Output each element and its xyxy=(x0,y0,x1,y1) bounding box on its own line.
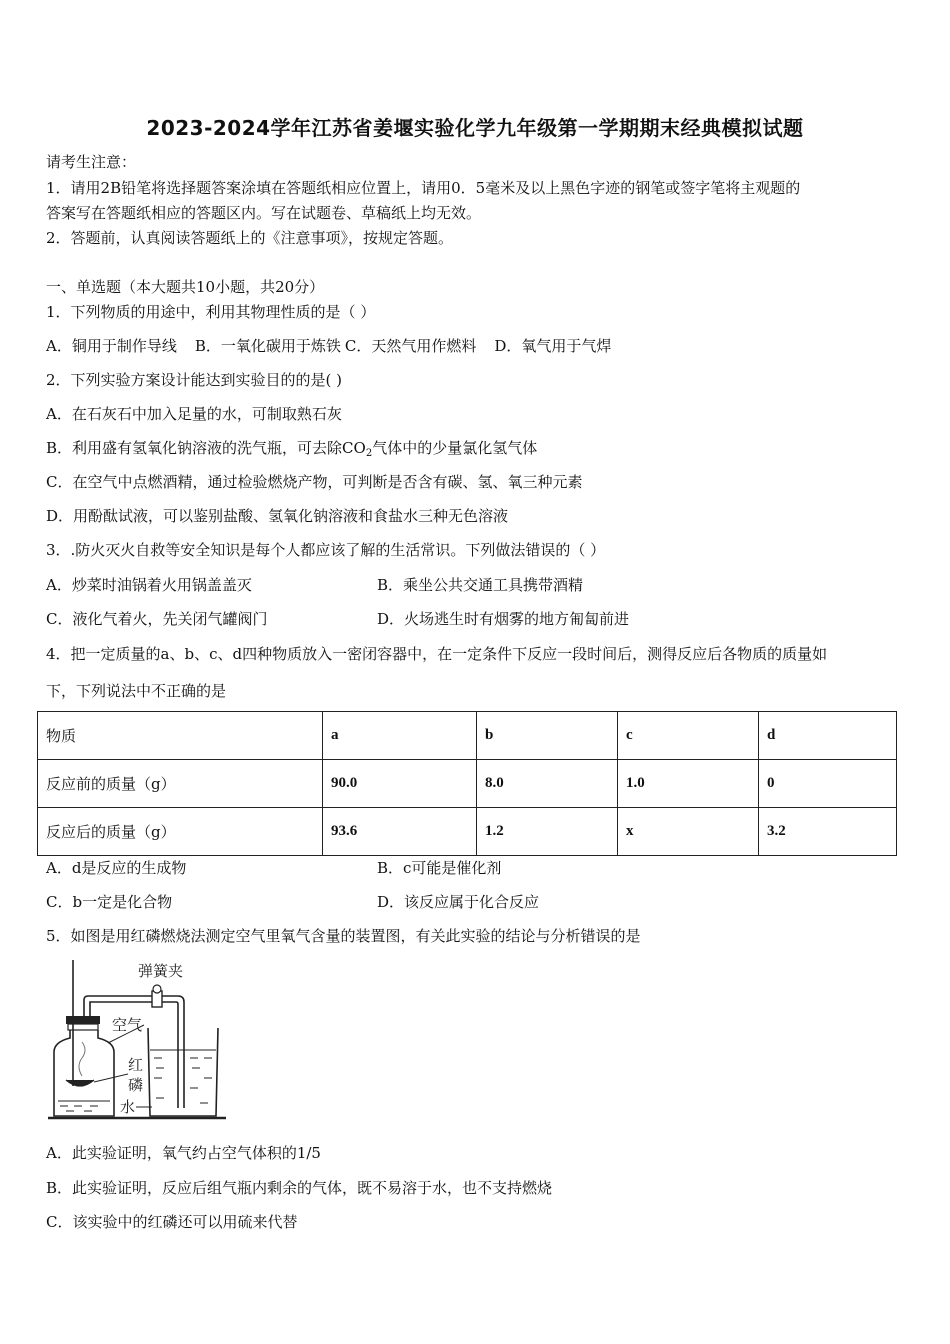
question-4-option-c: C．b一定是化合物 xyxy=(46,893,173,911)
table-cell: x xyxy=(618,808,759,856)
gas-bottle xyxy=(54,1030,114,1116)
table-row xyxy=(38,808,897,856)
question-1-options xyxy=(46,336,611,356)
question-3-option-c: C．液化气着火，先关闭气罐阀门 xyxy=(46,610,268,628)
question-2-option-b-text: B．利用盛有氢氧化钠溶液的洗气瓶，可去除CO xyxy=(46,439,366,457)
table-cell: 93.6 xyxy=(323,808,477,856)
table-header-cell: c xyxy=(618,712,759,760)
label-clamp: 弹簧夹 xyxy=(138,962,184,980)
label-red: 红 xyxy=(128,1056,144,1074)
mass-table xyxy=(37,711,897,856)
question-1-option-c: C．天然气用作燃料 xyxy=(344,337,477,355)
question-1-option-d: D．氧气用于气焊 xyxy=(494,337,612,355)
question-4-option-b: B．c可能是催化剂 xyxy=(377,859,502,877)
label-water: 水 xyxy=(120,1098,136,1116)
table-cell: 1.0 xyxy=(618,760,759,808)
question-3-option-b: B．乘坐公共交通工具携带酒精 xyxy=(377,576,584,594)
table-cell: 90.0 xyxy=(323,760,477,808)
question-4-stem-line-2: 下，下列说法中不正确的是 xyxy=(46,682,227,700)
question-1-option-a: A．铜用于制作导线 xyxy=(46,337,177,355)
question-4-option-a: A．d是反应的生成物 xyxy=(46,859,187,877)
page-title: 2023-2024学年江苏省姜堰实验化学九年级第一学期期末经典模拟试题 xyxy=(146,116,804,140)
question-1-option-b: B．一氧化碳用于炼铁 xyxy=(194,337,341,355)
question-3-option-d: D．火场逃生时有烟雾的地方匍匐前进 xyxy=(377,610,630,628)
question-3-option-a: A．炒菜时油锅着火用锅盖盖灭 xyxy=(46,576,252,594)
stopper xyxy=(66,1016,100,1024)
table-cell: 0 xyxy=(759,760,897,808)
smoke xyxy=(79,1042,85,1076)
question-5-option-a: A．此实验证明，氧气约占空气体积的1/5 xyxy=(46,1144,321,1162)
section-heading: 一、单选题（本大题共10小题，共20分） xyxy=(46,278,325,296)
question-5-stem: 5．如图是用红磷燃烧法测定空气里氧气含量的装置图，有关此实验的结论与分析错误的是 xyxy=(46,927,641,945)
table-cell: 反应前的质量（g） xyxy=(38,760,323,808)
table-header-cell: 物质 xyxy=(38,712,323,760)
question-2-option-b xyxy=(46,438,537,464)
question-2-option-c: C．在空气中点燃酒精，通过检验燃烧产物，可判断是否含有碳、氢、氧三种元素 xyxy=(46,473,583,491)
table-row xyxy=(38,760,897,808)
notice-heading: 请考生注意： xyxy=(46,153,137,171)
table-header-cell: d xyxy=(759,712,897,760)
combustion-spoon xyxy=(66,1080,94,1086)
question-2-stem: 2．下列实验方案设计能达到实验目的的是( ) xyxy=(46,371,343,389)
question-5-option-c: C．该实验中的红磷还可以用硫来代替 xyxy=(46,1213,298,1231)
table-cell: 反应后的质量（g） xyxy=(38,808,323,856)
question-2-option-d: D．用酚酞试液，可以鉴别盐酸、氢氧化钠溶液和食盐水三种无色溶液 xyxy=(46,507,509,525)
table-header-cell: b xyxy=(477,712,618,760)
question-4-option-d: D．该反应属于化合反应 xyxy=(377,893,540,911)
table-header-cell: a xyxy=(323,712,477,760)
co2-subscript: 2 xyxy=(365,448,373,459)
question-2-option-a: A．在石灰石中加入足量的水，可制取熟石灰 xyxy=(46,405,342,423)
question-5-option-b: B．此实验证明，反应后组气瓶内剩余的气体，既不易溶于水，也不支持燃烧 xyxy=(46,1179,553,1197)
question-1-stem: 1．下列物质的用途中，利用其物理性质的是（ ） xyxy=(46,303,376,321)
table-cell: 1.2 xyxy=(477,808,618,856)
notice-item-1-line-1: 1．请用2B铅笔将选择题答案涂填在答题纸相应位置上，请用0．5毫米及以上黑色字迹的钢笔或签字笔将主观题的 xyxy=(46,179,801,197)
table-cell: 3.2 xyxy=(759,808,897,856)
table-cell: 8.0 xyxy=(477,760,618,808)
question-2-option-b-text-end: 气体中的少量氯化氢气体 xyxy=(372,439,538,457)
question-4-stem-line-1: 4．把一定质量的a、b、c、d四种物质放入一密闭容器中，在一定条件下反应一段时间后，测得反应后各物质的质量如 xyxy=(46,645,828,663)
question-3-stem: 3．.防火灭火自救等安全知识是每个人都应该了解的生活常识。下列做法错误的（ ） xyxy=(46,541,606,559)
label-phosphorus: 磷 xyxy=(128,1076,144,1094)
table-header-row xyxy=(38,712,897,760)
label-air: 空气 xyxy=(112,1016,143,1034)
notice-item-2: 2．答题前，认真阅读答题纸上的《注意事项》，按规定答题。 xyxy=(46,229,454,247)
apparatus-diagram xyxy=(44,958,234,1123)
notice-item-1-line-2: 答案写在答题纸相应的答题区内。写在试题卷、草稿纸上均无效。 xyxy=(46,204,482,222)
